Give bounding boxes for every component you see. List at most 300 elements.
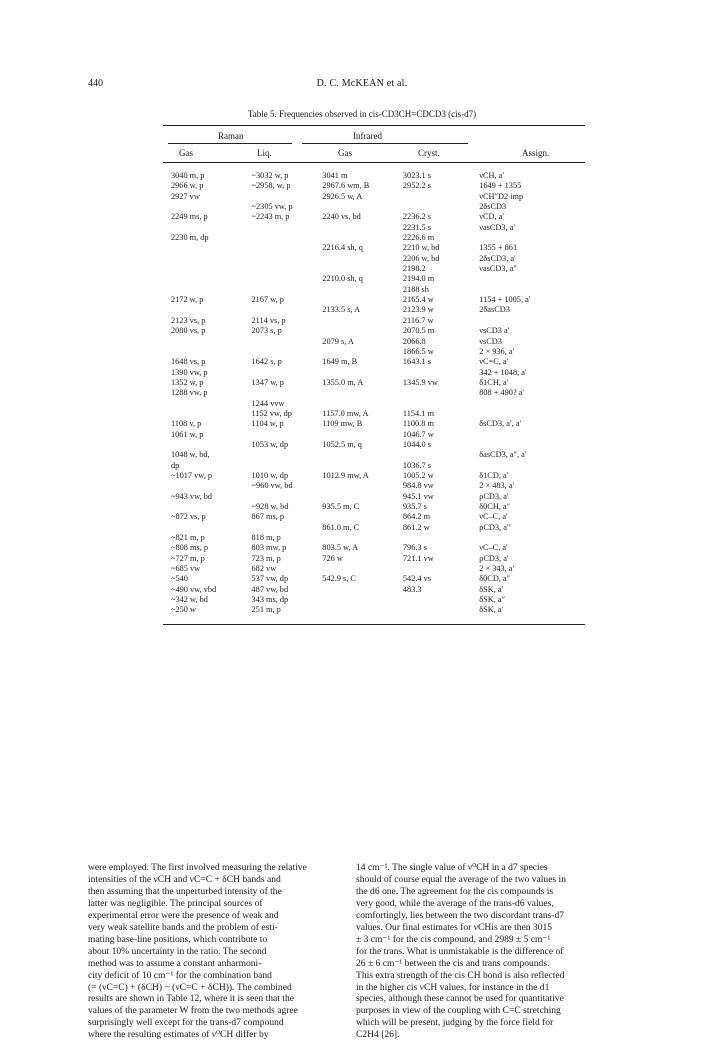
table-row bbox=[163, 605, 585, 615]
cell-raman-gas bbox=[163, 202, 252, 212]
header-gas-ir: Gas bbox=[338, 148, 352, 158]
cell-assign bbox=[479, 316, 585, 326]
cell-raman-gas: ~1017 vw, p bbox=[171, 470, 213, 480]
cell-ir-cryst: 861.2 w bbox=[402, 522, 430, 532]
text-line: latter was negligible. The principal sources of bbox=[88, 897, 263, 909]
cell-raman-liq: 1053 w, dp bbox=[251, 439, 289, 449]
cell-ir-gas: 3041 m bbox=[322, 171, 348, 180]
cell-raman-liq: ~928 w, bd bbox=[251, 502, 289, 511]
cell-raman-liq: ~960 vw, bd bbox=[251, 481, 293, 491]
cell-raman-liq: 537 vw, dp bbox=[251, 574, 289, 584]
cell-ir-gas: 2967.6 wm, B bbox=[322, 181, 370, 191]
cell-ir-cryst: 2236.2 s bbox=[402, 212, 432, 222]
cell-ir-cryst: 483.3 bbox=[402, 584, 422, 594]
table-row bbox=[163, 223, 585, 233]
cell-raman-gas: 1048 w, bd, bbox=[171, 450, 210, 460]
table-row bbox=[163, 202, 585, 212]
cell-assign bbox=[479, 440, 585, 450]
cell-assign: δSK, a″ bbox=[479, 595, 506, 605]
cell-assign: δsCD3, a′, a′ bbox=[479, 419, 522, 429]
cell-raman-gas bbox=[163, 409, 252, 419]
table-row bbox=[163, 409, 585, 419]
cell-raman-gas: ~540 bbox=[171, 574, 188, 584]
text-line: were employed. The first involved measuring the relative bbox=[88, 862, 307, 873]
cell-raman-gas bbox=[163, 305, 252, 315]
cell-assign: 1649 + 1355 bbox=[479, 181, 522, 191]
cell-ir-gas bbox=[322, 492, 403, 502]
cell-raman-gas: 3040 m, p bbox=[171, 171, 205, 180]
cell-ir-gas bbox=[322, 605, 403, 615]
cell-assign: νasCD3, a′ bbox=[479, 222, 516, 232]
cell-assign: δSK, a′ bbox=[479, 584, 504, 594]
cell-raman-gas: 1108 v, p bbox=[171, 419, 202, 429]
table-row bbox=[163, 440, 585, 450]
table-row bbox=[163, 212, 585, 222]
running-head: D. C. McKEAN et al. bbox=[316, 78, 408, 89]
cell-raman-liq: 803 mw, p bbox=[251, 543, 287, 553]
cell-raman-liq: 723 m, p bbox=[251, 553, 281, 563]
table-row bbox=[163, 305, 585, 315]
cell-raman-gas: 2927 vw bbox=[171, 191, 200, 201]
text-line: values. Our final estimates for νCHis are then 3015 bbox=[356, 921, 553, 933]
cell-ir-gas bbox=[322, 450, 403, 460]
frequency-table-body bbox=[163, 171, 585, 616]
cell-raman-gas: 2123 vs, p bbox=[171, 315, 206, 325]
cell-ir-cryst bbox=[403, 388, 479, 398]
header-cryst: Cryst. bbox=[418, 148, 440, 158]
table-row bbox=[163, 430, 585, 440]
cell-raman-gas bbox=[163, 481, 252, 491]
header-bottom-rule bbox=[163, 162, 585, 163]
header-infrared: Infrared bbox=[353, 131, 382, 141]
text-line: values of the parameter W from the two methods agree bbox=[88, 1005, 298, 1017]
cell-assign: νsCD3 bbox=[479, 336, 502, 346]
cell-ir-cryst bbox=[403, 450, 479, 460]
table-row bbox=[163, 574, 585, 584]
cell-raman-gas: 1390 vw, p bbox=[171, 367, 208, 377]
cell-ir-gas: 1355.0 m, A bbox=[322, 377, 364, 387]
cell-ir-cryst bbox=[403, 368, 479, 378]
table-row bbox=[163, 274, 585, 284]
cell-assign: δ1CH, a′ bbox=[479, 377, 509, 387]
text-line: This extra strength of the cis CH bond is also reflected bbox=[356, 969, 565, 981]
cell-raman-gas: ~685 vw bbox=[171, 564, 201, 574]
cell-ir-cryst: 945.1 vw bbox=[402, 491, 434, 501]
cell-raman-liq: ~2243 m, p bbox=[251, 212, 290, 222]
cell-ir-gas: 803.5 w, A bbox=[322, 543, 359, 553]
header-raman: Raman bbox=[218, 131, 244, 141]
cell-ir-cryst bbox=[403, 192, 479, 202]
table-caption: Table 5. Frequencies observed in cis-CD3CH=CDCD3 (cis-d7) bbox=[247, 109, 477, 119]
cell-raman-liq: 1104 w, p bbox=[251, 419, 284, 429]
cell-raman-gas bbox=[163, 440, 252, 450]
text-line: species, although these cannot be used for quantitative bbox=[356, 993, 564, 1005]
text-line: ± 3 cm⁻¹ for the cis compound, and 2989 ± 5 cm⁻¹ bbox=[356, 933, 551, 945]
cell-ir-cryst: 3023.1 s bbox=[402, 171, 432, 180]
cell-raman-liq: 867 ms, p bbox=[251, 512, 285, 522]
cell-assign: δasCD3, a″, a′ bbox=[479, 450, 527, 460]
cell-raman-liq bbox=[252, 243, 323, 253]
cell-raman-liq bbox=[252, 368, 323, 378]
cell-raman-gas bbox=[163, 223, 252, 233]
cell-raman-gas bbox=[163, 502, 252, 512]
cell-ir-gas bbox=[322, 368, 403, 378]
cell-ir-cryst: 1100.8 m bbox=[402, 419, 434, 429]
cell-ir-gas bbox=[322, 512, 403, 522]
table-row bbox=[163, 461, 585, 471]
table-row bbox=[163, 450, 585, 460]
header-assign: Assign. bbox=[522, 148, 550, 158]
cell-ir-gas: 1157.0 mw, A bbox=[322, 408, 369, 418]
table-row bbox=[163, 512, 585, 522]
cell-raman-liq: ~2305 vw, p bbox=[251, 202, 293, 212]
cell-raman-liq: ~2958, w, p bbox=[251, 181, 291, 191]
cell-ir-gas: 2133.5 s, A bbox=[322, 305, 361, 315]
cell-raman-gas: 2966 w, p bbox=[171, 181, 204, 191]
cell-ir-cryst: 2194.0 m bbox=[402, 274, 435, 284]
cell-assign: 342 + 1048, a′ bbox=[479, 367, 527, 377]
cell-raman-gas: ~872 vs, p bbox=[171, 512, 206, 522]
cell-ir-gas bbox=[322, 585, 403, 595]
cell-raman-gas: ~342 w, bd bbox=[171, 595, 208, 605]
table-bottom-rule bbox=[163, 624, 585, 625]
text-line: about 10% uncertainty in the ratio. The second bbox=[88, 945, 267, 957]
text-line: city deficit of 10 cm⁻¹ for the combination band bbox=[88, 969, 272, 981]
cell-ir-cryst: 864.2 m bbox=[402, 512, 431, 522]
cell-ir-cryst bbox=[403, 564, 479, 574]
cell-raman-liq bbox=[252, 388, 323, 398]
cell-assign: ρCD3, a′ bbox=[479, 553, 509, 563]
body-right-column bbox=[356, 862, 638, 1041]
table-row bbox=[163, 502, 585, 512]
text-line: 26 ± 6 cm⁻¹ between the cis and trans compounds. bbox=[356, 957, 550, 969]
cell-ir-gas bbox=[322, 326, 403, 336]
cell-raman-liq bbox=[252, 305, 323, 315]
cell-raman-gas: ~490 vw, vbd bbox=[171, 584, 217, 594]
cell-raman-liq: 343 ms, dp bbox=[251, 595, 289, 605]
cell-assign bbox=[479, 233, 585, 243]
cell-ir-gas: 2926.5 w, A bbox=[322, 191, 363, 201]
cell-raman-liq bbox=[252, 492, 323, 502]
cell-raman-gas: 2172 w, p bbox=[171, 295, 204, 305]
text-line: mating base-line positions, which contribute to bbox=[88, 933, 268, 945]
cell-ir-cryst: 2226.6 m bbox=[402, 233, 435, 243]
cell-raman-gas bbox=[163, 523, 252, 533]
table-row bbox=[163, 285, 585, 295]
text-line: for the trans. What is unmistakable is the difference of bbox=[356, 945, 564, 957]
cell-ir-cryst: 2165.4 w bbox=[402, 295, 434, 305]
cell-assign: 808 + 490? a′ bbox=[479, 388, 525, 398]
text-line: intensities of the νCH and νC=C + δCH bands and bbox=[88, 873, 281, 885]
cell-ir-gas bbox=[322, 399, 403, 409]
cell-ir-gas: 1649 m, B bbox=[322, 357, 358, 367]
cell-assign: νCH, a′ bbox=[479, 171, 505, 180]
cell-raman-liq bbox=[252, 254, 323, 264]
cell-raman-gas: 2249 ms, p bbox=[171, 212, 208, 222]
cell-assign: νCH″D2 imp bbox=[479, 191, 524, 201]
cell-assign bbox=[479, 285, 585, 295]
cell-ir-gas bbox=[322, 533, 403, 543]
cell-assign bbox=[479, 409, 585, 419]
table-row bbox=[163, 357, 585, 367]
cell-raman-liq bbox=[252, 347, 323, 357]
table-row bbox=[163, 585, 585, 595]
cell-ir-cryst: 1866.5 w bbox=[402, 346, 434, 356]
cell-ir-cryst: 1154.1 m bbox=[402, 408, 434, 418]
text-line: 14 cm⁻¹. The single value of ν⁰CH in a d7 species bbox=[356, 862, 548, 873]
page-number: 440 bbox=[88, 78, 103, 89]
cell-ir-gas bbox=[322, 481, 403, 491]
cell-ir-cryst: 1046.7 w bbox=[402, 429, 434, 439]
cell-ir-cryst: 984.8 vw bbox=[402, 481, 434, 491]
cell-ir-gas: 861.0 m, C bbox=[322, 522, 360, 532]
cell-raman-liq: 2167 w, p bbox=[251, 295, 284, 305]
cell-ir-cryst: 2206 w, bd bbox=[402, 253, 440, 263]
table-row bbox=[163, 233, 585, 243]
text-line: very good, while the average of the trans-d6 values, bbox=[356, 897, 554, 909]
cell-assign: 2 × 343, a′ bbox=[479, 564, 515, 574]
table-row bbox=[163, 181, 585, 191]
cell-raman-gas: 1288 vw, p bbox=[171, 388, 208, 398]
frequency-table bbox=[163, 171, 585, 616]
cell-raman-liq: ~3032 w, p bbox=[251, 171, 289, 180]
cell-ir-cryst: 2198.2 bbox=[402, 264, 426, 274]
cell-raman-gas: ~727 m, p bbox=[171, 553, 205, 563]
cell-raman-liq: 251 m, p bbox=[251, 605, 281, 615]
cell-ir-gas: 2079 s, A bbox=[322, 336, 354, 346]
cell-ir-gas bbox=[322, 285, 403, 295]
cell-ir-gas bbox=[322, 223, 403, 233]
cell-raman-gas bbox=[163, 254, 252, 264]
table-row bbox=[163, 254, 585, 264]
table-row bbox=[163, 419, 585, 429]
cell-ir-cryst: 1643.1 s bbox=[402, 357, 432, 367]
cell-ir-cryst bbox=[403, 202, 479, 212]
cell-raman-liq bbox=[252, 274, 323, 284]
text-line: where the resulting estimates of ν⁰CH differ by bbox=[88, 1029, 269, 1041]
body-left-column bbox=[88, 862, 384, 1041]
cell-raman-gas: 1648 vs, p bbox=[171, 357, 206, 367]
cell-raman-liq: 1642 s, p bbox=[251, 357, 282, 367]
cell-assign: 1355 + 861 bbox=[479, 243, 518, 253]
cell-assign bbox=[479, 533, 585, 543]
cell-assign: δSK, a′ bbox=[479, 605, 504, 615]
cell-assign: νsCD3 a′ bbox=[479, 326, 510, 336]
cell-ir-cryst: 1005.2 w bbox=[402, 470, 434, 480]
cell-assign: 2 × 936, a′ bbox=[479, 346, 515, 356]
table-row bbox=[163, 388, 585, 398]
raman-span-rule bbox=[168, 143, 292, 144]
cell-assign: δ0CH, a″ bbox=[479, 502, 511, 511]
cell-assign: ρCD3, a″ bbox=[479, 522, 511, 532]
cell-ir-cryst: 2066.8 bbox=[402, 336, 426, 346]
cell-ir-gas bbox=[322, 316, 403, 326]
cell-assign: 2δasCD3 bbox=[479, 305, 510, 315]
table-row bbox=[163, 326, 585, 336]
cell-ir-gas bbox=[322, 233, 403, 243]
cell-raman-gas bbox=[163, 285, 252, 295]
cell-raman-liq bbox=[252, 523, 323, 533]
cell-raman-liq: 682 vw bbox=[251, 564, 277, 574]
table-row bbox=[163, 481, 585, 491]
cell-ir-gas: 1012.9 mw, A bbox=[322, 470, 369, 480]
text-line: (= (νC=C) + (δCH) − (νC=C + δCH)). The combined bbox=[88, 981, 292, 993]
cell-ir-gas bbox=[322, 430, 403, 440]
cell-raman-gas bbox=[163, 274, 252, 284]
cell-ir-cryst: 2952.2 s bbox=[402, 181, 432, 191]
cell-assign: 2δsCD3, a′ bbox=[479, 253, 516, 263]
cell-ir-gas: 2216.4 sh, q bbox=[322, 243, 363, 253]
cell-ir-cryst: 2123.9 w bbox=[402, 305, 434, 315]
cell-raman-liq: 487 vw, bd bbox=[251, 584, 289, 594]
table-row bbox=[163, 347, 585, 357]
cell-raman-liq bbox=[252, 430, 323, 440]
cell-assign: νCD, a′ bbox=[479, 212, 505, 222]
cell-ir-cryst: 721.1 vw bbox=[402, 553, 434, 563]
text-line: then assuming that the unperturbed intensity of the bbox=[88, 885, 282, 897]
cell-ir-gas: 1109 mw, B bbox=[322, 419, 363, 429]
cell-raman-liq: 1347 w, p bbox=[251, 377, 284, 387]
cell-raman-liq bbox=[252, 337, 323, 347]
cell-raman-liq: 818 m, p bbox=[251, 533, 281, 543]
cell-ir-cryst bbox=[403, 399, 479, 409]
cell-raman-liq bbox=[252, 450, 323, 460]
cell-ir-gas: 2240 vs, bd bbox=[322, 212, 361, 222]
cell-raman-liq bbox=[252, 192, 323, 202]
table-row bbox=[163, 554, 585, 564]
table-row bbox=[163, 192, 585, 202]
table-row bbox=[163, 171, 585, 181]
cell-assign: νC–C, a′ bbox=[479, 512, 508, 522]
cell-assign bbox=[479, 461, 585, 471]
cell-raman-gas bbox=[163, 337, 252, 347]
cell-raman-gas: 1061 w, p bbox=[171, 429, 204, 439]
cell-raman-liq bbox=[252, 285, 323, 295]
cell-ir-gas bbox=[322, 202, 403, 212]
cell-ir-gas bbox=[322, 295, 403, 305]
cell-raman-gas: ~808 ms, p bbox=[171, 543, 208, 553]
cell-raman-liq: 1152 vw, dp bbox=[251, 408, 292, 418]
cell-assign bbox=[479, 430, 585, 440]
table-row bbox=[163, 295, 585, 305]
cell-raman-gas: 2080 vs, p bbox=[171, 326, 206, 336]
text-line: experimental error were the presence of weak and bbox=[88, 909, 279, 921]
cell-raman-gas: ~250 w bbox=[171, 605, 197, 615]
table-row bbox=[163, 399, 585, 409]
cell-ir-cryst: 2231.5 s bbox=[402, 222, 432, 232]
cell-ir-gas: 1052.5 m, q bbox=[322, 439, 362, 449]
header-liq: Liq. bbox=[257, 148, 272, 158]
cell-ir-gas bbox=[322, 595, 403, 605]
cell-assign: 1154 + 1005, a′ bbox=[479, 295, 531, 305]
cell-raman-gas bbox=[163, 399, 252, 409]
cell-ir-gas: 726 w bbox=[322, 553, 343, 563]
cell-assign: 2 × 483, a′ bbox=[479, 481, 515, 491]
cell-assign: δ0CD, a″ bbox=[479, 574, 511, 584]
text-line: which will be present, judging by the force field for bbox=[356, 1017, 554, 1029]
cell-ir-cryst: 2210 w, bd bbox=[402, 243, 440, 253]
table-row bbox=[163, 378, 585, 388]
table-row bbox=[163, 543, 585, 553]
cell-ir-cryst bbox=[403, 595, 479, 605]
cell-raman-liq bbox=[252, 264, 323, 274]
cell-raman-gas bbox=[163, 347, 252, 357]
cell-ir-cryst bbox=[403, 533, 479, 543]
cell-ir-gas bbox=[322, 264, 403, 274]
cell-raman-liq: 1010 w, dp bbox=[251, 470, 289, 480]
cell-raman-liq bbox=[252, 223, 323, 233]
cell-assign: δ1CD, a′ bbox=[479, 470, 509, 480]
table-row bbox=[163, 316, 585, 326]
cell-raman-gas: ~821 m, p bbox=[171, 533, 205, 543]
text-line: purposes in view of the coupling with C=C stretching bbox=[356, 1005, 561, 1017]
cell-ir-gas: 935.5 m, C bbox=[322, 502, 360, 511]
cell-ir-cryst: 542.4 vs bbox=[402, 574, 432, 584]
cell-raman-gas: ~943 vw, bd bbox=[171, 491, 213, 501]
cell-ir-gas bbox=[322, 564, 403, 574]
cell-raman-liq: 2073 s, p bbox=[251, 326, 282, 336]
text-line: results are shown in Table 12, where it is seen that the bbox=[88, 993, 294, 1005]
table-row bbox=[163, 264, 585, 274]
cell-assign: 2δsCD3 bbox=[479, 202, 507, 212]
cell-assign: νC=C, a′ bbox=[479, 357, 509, 367]
cell-assign bbox=[479, 274, 585, 284]
cell-ir-cryst: 1044.0 s bbox=[402, 439, 432, 449]
table-row bbox=[163, 595, 585, 605]
cell-ir-cryst bbox=[403, 605, 479, 615]
text-line: very weak satellite bands and the problem of esti- bbox=[88, 921, 278, 933]
cell-ir-cryst: 2188 sh bbox=[402, 284, 429, 294]
cell-ir-gas: 542.9 s, C bbox=[322, 574, 356, 584]
cell-raman-liq bbox=[252, 461, 323, 471]
cell-ir-cryst: 2116.7 w bbox=[402, 315, 434, 325]
text-line: should of course equal the average of the two values in bbox=[356, 873, 566, 885]
table-row bbox=[163, 564, 585, 574]
cell-assign bbox=[479, 399, 585, 409]
cell-assign: ρCD3, a′ bbox=[479, 491, 509, 501]
cell-assign: νasCD3, a″ bbox=[479, 264, 517, 274]
cell-raman-liq: 1244 vvw bbox=[251, 398, 285, 408]
cell-raman-liq: 2114 vs, p bbox=[251, 315, 286, 325]
cell-raman-gas bbox=[163, 243, 252, 253]
infrared-span-rule bbox=[302, 143, 468, 144]
cell-raman-gas: 1352 w, p bbox=[171, 377, 204, 387]
cell-raman-gas: dp bbox=[171, 460, 180, 470]
cell-ir-gas bbox=[322, 254, 403, 264]
cell-ir-cryst: 796.3 s bbox=[402, 543, 427, 553]
text-line: method was to assume a constant anharmoni- bbox=[88, 957, 262, 969]
table-top-rule bbox=[163, 125, 585, 126]
cell-ir-cryst: 1036.7 s bbox=[402, 460, 432, 470]
cell-ir-gas bbox=[322, 388, 403, 398]
table-row bbox=[163, 471, 585, 481]
cell-ir-cryst: 935.7 s bbox=[402, 502, 427, 511]
text-line: C2H4 [26]. bbox=[356, 1029, 400, 1041]
text-line: comfortingly, lies between the two discordant trans-d7 bbox=[356, 909, 565, 921]
text-line: in the higher cis νCH values, for instance in the d1 bbox=[356, 981, 550, 993]
cell-raman-gas: 2230 m, dp bbox=[171, 233, 209, 243]
cell-ir-gas: 2210.0 sh, q bbox=[322, 274, 363, 284]
table-row bbox=[163, 368, 585, 378]
cell-ir-cryst: 1345.9 vw bbox=[402, 377, 438, 387]
text-line: surprisingly well except for the trans-d7 compound bbox=[88, 1017, 284, 1029]
table-row bbox=[163, 243, 585, 253]
cell-assign: νC–C, a′ bbox=[479, 543, 508, 553]
cell-ir-cryst: 2070.5 m bbox=[402, 326, 435, 336]
table-row bbox=[163, 533, 585, 543]
header-gas-raman: Gas bbox=[179, 148, 193, 158]
table-row bbox=[163, 492, 585, 502]
